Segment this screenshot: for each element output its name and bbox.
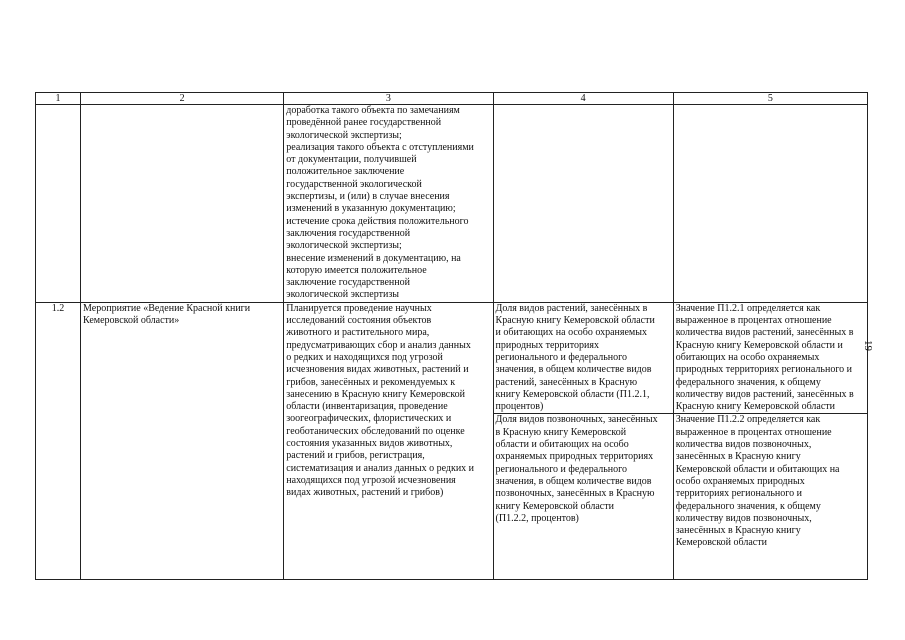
- text-line: которую имеется положительное: [286, 264, 427, 276]
- text-line: видах животных, растений и грибов): [286, 487, 444, 499]
- column-number-header-row: [36, 93, 868, 105]
- indicator-plants-formula-cell: [673, 302, 867, 414]
- indicator-vertebrates-cell: [493, 414, 673, 580]
- continuation-row: [36, 105, 868, 303]
- text-line: занесённых в Красную книгу: [675, 451, 801, 463]
- row-1-2-indicator-a: [36, 302, 868, 414]
- text-line: федерального значения, к общему: [675, 500, 821, 512]
- text-line: природных территориях регионального и: [675, 364, 853, 376]
- text-line: количеству видов позвоночных,: [675, 512, 812, 524]
- text-line: состояния указанных видов животных,: [286, 438, 453, 450]
- text-line: занесению в Красную книгу Кемеровской: [286, 388, 465, 400]
- text-line: положительное заключение: [286, 166, 405, 178]
- text-line: зоогеографических, флористических и: [286, 413, 452, 425]
- text-line: находящихся под угрозой исчезновения: [286, 474, 456, 486]
- text-line: Кемеровской области и обитающих на: [675, 463, 840, 475]
- text-line: количества видов позвоночных,: [675, 439, 812, 451]
- text-line: экологической экспертизы;: [286, 240, 402, 252]
- text-line: книгу Кемеровской области: [495, 500, 614, 512]
- text-line: о редких и находящихся под угрозой: [286, 351, 443, 363]
- text-line: изменений в указанную документацию;: [286, 203, 456, 215]
- text-line: выраженное в процентах отношение: [675, 315, 832, 327]
- document-table: [35, 92, 868, 580]
- text-line: исследований состояния объектов: [286, 315, 432, 327]
- continuation-cell-5: [673, 105, 867, 303]
- column-header-4: 4: [493, 93, 673, 105]
- text-line: экологической экспертизы: [286, 289, 399, 301]
- text-line: Планируется проведение научных: [286, 302, 432, 314]
- text-line: Кемеровской области»: [83, 315, 180, 327]
- text-line: охраняемых природных территориях: [495, 451, 654, 463]
- text-line: количеству видов растений, занесённых в: [675, 388, 854, 400]
- column-header-3: 3: [284, 93, 493, 105]
- text-line: доработка такого объекта по замечаниям: [286, 105, 460, 116]
- text-line: в Красную книгу Кемеровской: [495, 426, 627, 438]
- continuation-cell-2: [81, 105, 284, 303]
- text-line: грибов, занесённых и рекомендуемых к: [286, 376, 456, 388]
- continuation-cell-3: [284, 105, 493, 303]
- text-line: истечение срока действия положительного: [286, 215, 469, 227]
- continuation-cell-4: [493, 105, 673, 303]
- text-line: проведённой ранее государственной: [286, 117, 442, 129]
- text-line: растений и грибов, регистрация,: [286, 450, 425, 462]
- measure-description-cell: [284, 302, 493, 580]
- text-line: Значение П1.2.1 определяется как: [675, 302, 821, 314]
- text-line: систематизация и анализ данных о редких и: [286, 462, 475, 474]
- text-line: растений, занесённых в Красную: [495, 376, 638, 388]
- text-line: значения, в общем количестве видов: [495, 475, 652, 487]
- continuation-cell-1: [36, 105, 81, 303]
- text-line: природных территориях: [495, 339, 599, 351]
- text-line: геоботанических обследований по оценке: [286, 425, 465, 437]
- measure-name-cell: [81, 302, 284, 580]
- text-line: области и обитающих на особо: [495, 439, 629, 451]
- text-line: государственной экологической: [286, 178, 422, 190]
- page-number: 19: [862, 340, 874, 351]
- text-line: Красную книгу Кемеровской области: [495, 315, 655, 327]
- text-line: федерального значения, к общему: [675, 376, 821, 388]
- row-number-cell: 1.2: [36, 302, 81, 580]
- text-line: (П1.2.2, процентов): [495, 512, 579, 524]
- text-line: территориях регионального и: [675, 488, 802, 500]
- text-line: обитающих на особо охраняемых: [675, 351, 820, 363]
- text-line: Мероприятие «Ведение Красной книги: [83, 302, 251, 314]
- indicator-vertebrates-formula-cell: [673, 414, 867, 580]
- text-line: занесённых в Красную книгу: [675, 525, 801, 537]
- text-line: внесение изменений в документацию, на: [286, 252, 461, 264]
- text-line: экологической экспертизы;: [286, 129, 402, 141]
- text-line: от документации, получившей: [286, 154, 417, 166]
- text-line: значения, в общем количестве видов: [495, 364, 652, 376]
- column-header-5: 5: [673, 93, 867, 105]
- text-line: особо охраняемых природных: [675, 475, 805, 487]
- text-line: реализация такого объекта с отступлениями: [286, 141, 474, 153]
- text-line: и обитающих на особо охраняемых: [495, 327, 647, 339]
- text-line: Красную книгу Кемеровской области: [675, 401, 835, 413]
- text-line: позвоночных, занесённых в Красную: [495, 488, 655, 500]
- text-line: животного и растительного мира,: [286, 327, 430, 339]
- text-line: Кемеровской области: [675, 537, 767, 549]
- text-line: области (инвентаризация, проведение: [286, 401, 448, 413]
- text-line: экспертизы, и (или) в случае внесения: [286, 191, 450, 203]
- text-line: регионального и федерального: [495, 463, 628, 475]
- indicator-plants-cell: [493, 302, 673, 414]
- text-line: предусматривающих сбор и анализ данных: [286, 339, 471, 351]
- text-line: исчезновения видах животных, растений и: [286, 364, 469, 376]
- column-header-2: 2: [81, 93, 284, 105]
- text-line: Доля видов позвоночных, занесённых: [495, 414, 658, 426]
- text-line: книгу Кемеровской области (П1.2.1,: [495, 388, 650, 400]
- text-line: процентов): [495, 401, 544, 413]
- text-line: Доля видов растений, занесённых в: [495, 302, 648, 314]
- text-line: заключения государственной: [286, 227, 411, 239]
- text-line: Красную книгу Кемеровской области и: [675, 339, 843, 351]
- text-line: количества видов растений, занесённых в: [675, 327, 854, 339]
- text-line: выраженное в процентах отношение: [675, 426, 832, 438]
- text-line: регионального и федерального: [495, 351, 628, 363]
- text-line: заключение государственной: [286, 277, 410, 289]
- text-line: Значение П1.2.2 определяется как: [675, 414, 821, 426]
- column-header-1: 1: [36, 93, 81, 105]
